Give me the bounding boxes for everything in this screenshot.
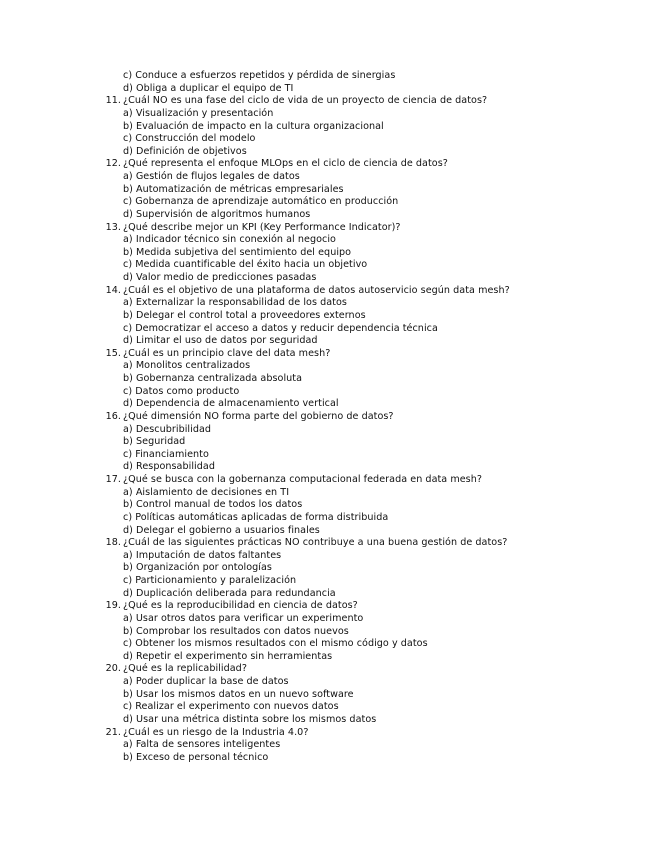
option-line bbox=[0, 638, 655, 651]
option-line bbox=[0, 739, 655, 752]
question-text: ¿Qué describe mejor un KPI (Key Performance Indicator)? bbox=[123, 221, 401, 233]
option-line bbox=[0, 689, 655, 702]
option-line bbox=[0, 323, 655, 336]
option-line bbox=[0, 196, 655, 209]
option-text: c) Medida cuantificable del éxito hacia un objetivo bbox=[123, 259, 368, 271]
option-text: d) Definición de objetivos bbox=[123, 145, 247, 157]
question-line bbox=[0, 727, 655, 740]
option-line bbox=[0, 310, 655, 323]
option-line bbox=[0, 108, 655, 121]
option-text: c) Realizar el experimento con nuevos datos bbox=[123, 701, 339, 713]
question-number: 21. bbox=[105, 726, 121, 738]
option-line bbox=[0, 626, 655, 639]
question-number: 16. bbox=[105, 410, 121, 422]
question-line bbox=[0, 663, 655, 676]
question-number: 13. bbox=[105, 221, 121, 233]
question-number: 20. bbox=[105, 663, 121, 675]
option-text: a) Imputación de datos faltantes bbox=[123, 549, 282, 561]
option-line bbox=[0, 499, 655, 512]
option-line bbox=[0, 449, 655, 462]
option-text: c) Políticas automáticas aplicadas de forma distribuida bbox=[123, 511, 389, 523]
option-line bbox=[0, 184, 655, 197]
option-text: a) Gestión de flujos legales de datos bbox=[123, 171, 300, 182]
option-line bbox=[0, 436, 655, 449]
option-text: b) Exceso de personal técnico bbox=[123, 751, 269, 763]
option-text: c) Construcción del modelo bbox=[123, 133, 256, 145]
question-text: ¿Qué es la replicabilidad? bbox=[123, 663, 247, 675]
option-text: c) Gobernanza de aprendizaje automático en producción bbox=[123, 196, 399, 208]
question-line bbox=[0, 285, 655, 298]
option-text: a) Usar otros datos para verificar un experimento bbox=[123, 612, 364, 624]
option-text: a) Monolitos centralizados bbox=[123, 360, 251, 372]
option-line bbox=[0, 259, 655, 272]
option-text: a) Visualización y presentación bbox=[123, 107, 274, 119]
option-line bbox=[0, 247, 655, 260]
question-number: 19. bbox=[105, 600, 121, 612]
option-text: d) Dependencia de almacenamiento vertical bbox=[123, 398, 339, 410]
option-line bbox=[0, 512, 655, 525]
option-text: a) Indicador técnico sin conexión al negocio bbox=[123, 234, 336, 246]
question-text: ¿Qué es la reproducibilidad en ciencia de datos? bbox=[123, 600, 358, 612]
option-text: b) Seguridad bbox=[123, 436, 186, 448]
option-line bbox=[0, 373, 655, 386]
option-text: c) Conduce a esfuerzos repetidos y pérdida de sinergias bbox=[123, 70, 396, 81]
option-line bbox=[0, 83, 655, 96]
question-number: 18. bbox=[105, 537, 121, 549]
option-line bbox=[0, 297, 655, 310]
option-text: b) Control manual de todos los datos bbox=[123, 499, 303, 511]
question-line bbox=[0, 158, 655, 171]
option-line bbox=[0, 714, 655, 727]
option-line bbox=[0, 525, 655, 538]
option-line bbox=[0, 398, 655, 411]
question-number: 11. bbox=[105, 95, 121, 107]
option-text: b) Gobernanza centralizada absoluta bbox=[123, 373, 303, 384]
option-line bbox=[0, 613, 655, 626]
option-line bbox=[0, 676, 655, 689]
question-text: ¿Cuál de las siguientes prácticas NO contribuye a una buena gestión de datos? bbox=[123, 537, 508, 549]
option-line bbox=[0, 360, 655, 373]
question-text: ¿Qué dimensión NO forma parte del gobierno de datos? bbox=[123, 410, 394, 422]
option-line bbox=[0, 209, 655, 222]
option-text: d) Usar una métrica distinta sobre los mismos datos bbox=[123, 713, 377, 725]
option-text: b) Organización por ontologías bbox=[123, 562, 272, 574]
question-text: ¿Cuál es un riesgo de la Industria 4.0? bbox=[123, 726, 309, 738]
question-line bbox=[0, 348, 655, 361]
option-line bbox=[0, 234, 655, 247]
option-line bbox=[0, 550, 655, 563]
question-line bbox=[0, 600, 655, 613]
option-line bbox=[0, 461, 655, 474]
question-text: ¿Cuál es un principio clave del data mesh? bbox=[123, 347, 331, 359]
option-line bbox=[0, 588, 655, 601]
option-line bbox=[0, 575, 655, 588]
option-text: b) Comprobar los resultados con datos nuevos bbox=[123, 625, 349, 637]
option-text: b) Automatización de métricas empresariales bbox=[123, 183, 344, 195]
option-line bbox=[0, 651, 655, 664]
option-line bbox=[0, 752, 655, 765]
question-text: ¿Qué se busca con la gobernanza computacional federada en data mesh? bbox=[123, 474, 483, 485]
option-line bbox=[0, 272, 655, 285]
option-text: a) Aislamiento de decisiones en TI bbox=[123, 486, 290, 498]
question-line bbox=[0, 537, 655, 550]
question-line bbox=[0, 411, 655, 424]
option-line bbox=[0, 562, 655, 575]
option-line bbox=[0, 121, 655, 134]
option-text: d) Supervisión de algoritmos humanos bbox=[123, 208, 311, 220]
option-line bbox=[0, 171, 655, 184]
option-line bbox=[0, 424, 655, 437]
question-line bbox=[0, 95, 655, 108]
option-text: b) Evaluación de impacto en la cultura organizacional bbox=[123, 120, 384, 132]
option-text: b) Usar los mismos datos en un nuevo software bbox=[123, 688, 354, 700]
option-text: b) Delegar el control total a proveedores externos bbox=[123, 309, 366, 321]
option-text: b) Medida subjetiva del sentimiento del equipo bbox=[123, 246, 352, 258]
document-page bbox=[0, 70, 655, 764]
question-number: 17. bbox=[105, 474, 121, 485]
question-text: ¿Cuál NO es una fase del ciclo de vida de un proyecto de ciencia de datos? bbox=[123, 95, 488, 107]
option-text: d) Limitar el uso de datos por seguridad bbox=[123, 335, 318, 347]
option-line bbox=[0, 701, 655, 714]
question-text: ¿Qué representa el enfoque MLOps en el ciclo de ciencia de datos? bbox=[123, 158, 448, 170]
option-line bbox=[0, 487, 655, 500]
option-text: d) Duplicación deliberada para redundancia bbox=[123, 587, 336, 599]
question-text: ¿Cuál es el objetivo de una plataforma de datos autoservicio según data mesh? bbox=[123, 284, 510, 296]
option-text: c) Obtener los mismos resultados con el mismo código y datos bbox=[123, 638, 428, 650]
option-line bbox=[0, 133, 655, 146]
option-text: c) Democratizar el acceso a datos y reducir dependencia técnica bbox=[123, 322, 438, 334]
option-text: c) Financiamiento bbox=[123, 448, 209, 460]
option-text: d) Valor medio de predicciones pasadas bbox=[123, 272, 317, 283]
option-text: c) Datos como producto bbox=[123, 385, 240, 397]
question-line bbox=[0, 222, 655, 235]
option-line bbox=[0, 335, 655, 348]
question-number: 15. bbox=[105, 347, 121, 359]
option-line bbox=[0, 70, 655, 83]
option-text: a) Descubribilidad bbox=[123, 423, 212, 435]
option-text: a) Externalizar la responsabilidad de los datos bbox=[123, 297, 347, 309]
option-text: d) Responsabilidad bbox=[123, 461, 215, 473]
question-number: 14. bbox=[105, 284, 121, 296]
option-line bbox=[0, 146, 655, 159]
question-number: 12. bbox=[105, 158, 121, 170]
option-text: d) Obliga a duplicar el equipo de TI bbox=[123, 82, 294, 94]
option-text: a) Falta de sensores inteligentes bbox=[123, 739, 281, 751]
option-line bbox=[0, 386, 655, 399]
option-text: c) Particionamiento y paralelización bbox=[123, 575, 297, 586]
option-text: a) Poder duplicar la base de datos bbox=[123, 676, 289, 687]
question-line bbox=[0, 474, 655, 487]
option-text: d) Repetir el experimento sin herramientas bbox=[123, 650, 333, 662]
option-text: d) Delegar el gobierno a usuarios finales bbox=[123, 524, 320, 536]
question-list bbox=[0, 95, 655, 764]
